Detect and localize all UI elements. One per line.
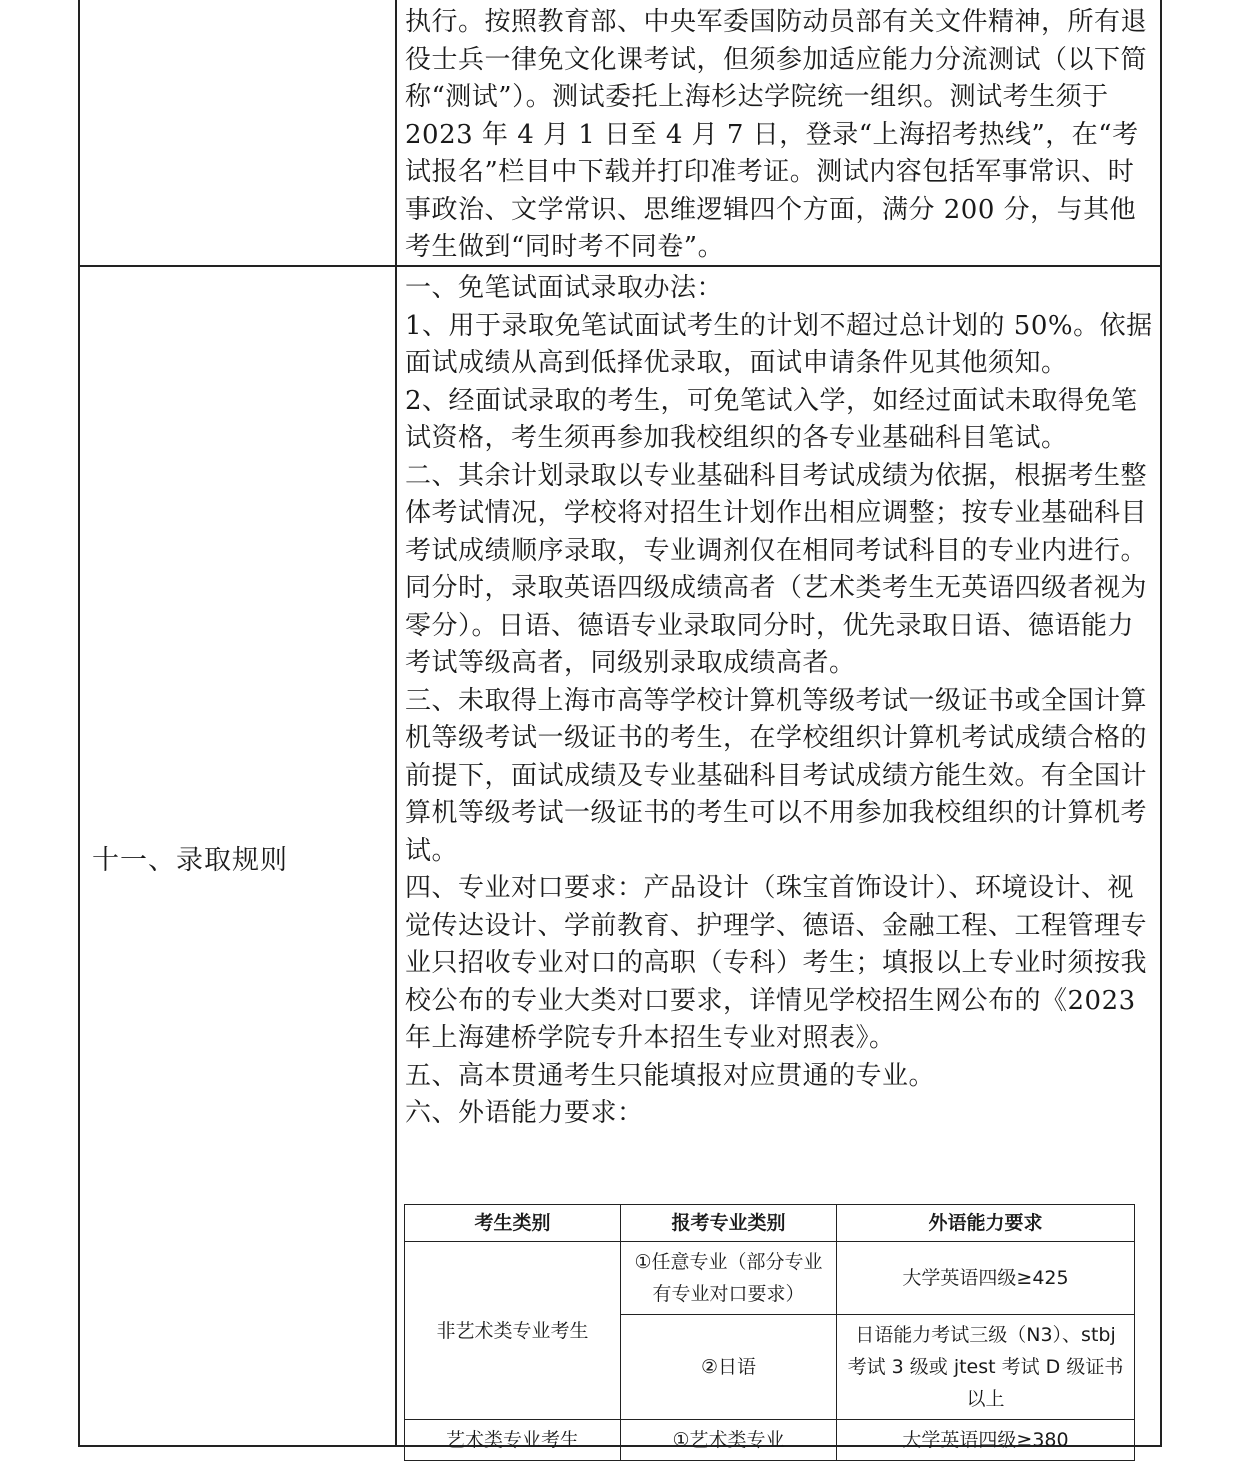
language-requirement-table	[404, 1204, 1135, 1461]
paragraph: 一、免笔试面试录取办法：	[405, 273, 724, 303]
cell-language-requirement: 大学英语四级≥425	[837, 1242, 1135, 1315]
paragraph: 三、未取得上海市高等学校计算机等级考试一级证书或全国计算机等级考试一级证书的考生，在学校组织计算机考试成绩合格的前提下，面试成绩及专业基础科目考试成绩方能生效。有全国计算机等级考试一级证书的考生可以不用参加我校组织的计算机考试。	[405, 685, 1148, 866]
header-language-requirement: 外语能力要求	[837, 1205, 1135, 1242]
paragraph: 六、外语能力要求：	[405, 1098, 644, 1128]
cell-candidate-category: 非艺术类专业考生	[405, 1242, 621, 1420]
cell-major-category: ②日语	[621, 1315, 837, 1420]
cell-language-requirement: 大学英语四级≥380	[837, 1420, 1135, 1461]
cell-major-category: ①任意专业（部分专业有专业对口要求）	[621, 1242, 837, 1315]
paragraph: 1、用于录取免笔试面试考生的计划不超过总计划的 50%。依据面试成绩从高到低择优录取，面试申请条件见其他须知。	[405, 310, 1153, 378]
cell-language-requirement: 日语能力考试三级（N3）、stbj考试 3 级或 jtest 考试 D 级证书以上	[837, 1315, 1135, 1420]
header-candidate-category: 考生类别	[405, 1205, 621, 1242]
previous-row-content	[405, 4, 1157, 267]
cell-candidate-category: 艺术类专业考生	[405, 1420, 621, 1461]
header-major-category: 报考专业类别	[621, 1205, 837, 1242]
paragraph: 执行。按照教育部、中央军委国防动员部有关文件精神，所有退役士兵一律免文化课考试，但须参加适应能力分流测试（以下简称“测试”）。测试委托上海杉达学院统一组织。测试考生须于 2023 年 4 月 1 日至 4 月 7 日，登录“上海招考热线”，在“考试报名”栏目中下载并打印准考证。测试内容包括军事常识、时事政治、文学常识、思维逻辑四个方面，满分 200 分，与其他考生做到“同时考不同卷”。	[405, 7, 1148, 262]
cell-major-category: ①艺术类专业	[621, 1420, 837, 1461]
paragraph: 2、经面试录取的考生，可免笔试入学，如经过面试未取得免笔试资格，考生须再参加我校组织的各专业基础科目笔试。	[405, 385, 1138, 453]
paragraph: 五、高本贯通考生只能填报对应贯通的专业。	[405, 1060, 936, 1091]
table-row	[405, 1420, 1135, 1461]
paragraph: 二、其余计划录取以专业基础科目考试成绩为依据，根据考生整体考试情况，学校将对招生计划作出相应调整；按专业基础科目考试成绩顺序录取，专业调剂仅在相同考试科目的专业内进行。同分时，录取英语四级成绩高者（艺术类考生无英语四级者视为零分）。日语、德语专业录取同分时，优先录取日语、德语能力考试等级高者，同级别录取成绩高者。	[405, 460, 1148, 678]
table-row	[405, 1242, 1135, 1315]
paragraph: 四、专业对口要求：产品设计（珠宝首饰设计）、环境设计、视觉传达设计、学前教育、护理学、德语、金融工程、工程管理专业只招收专业对口的高职（专科）考生；填报以上专业时须按我校公布的专业大类对口要求，详情见学校招生网公布的《2023 年上海建桥学院专升本招生专业对照表》。	[405, 873, 1148, 1053]
row-label-admission-rules: 十一、录取规则	[92, 845, 288, 876]
table-header-row	[405, 1205, 1135, 1242]
admission-rules-content	[405, 270, 1157, 1133]
column-divider	[395, 0, 397, 1447]
